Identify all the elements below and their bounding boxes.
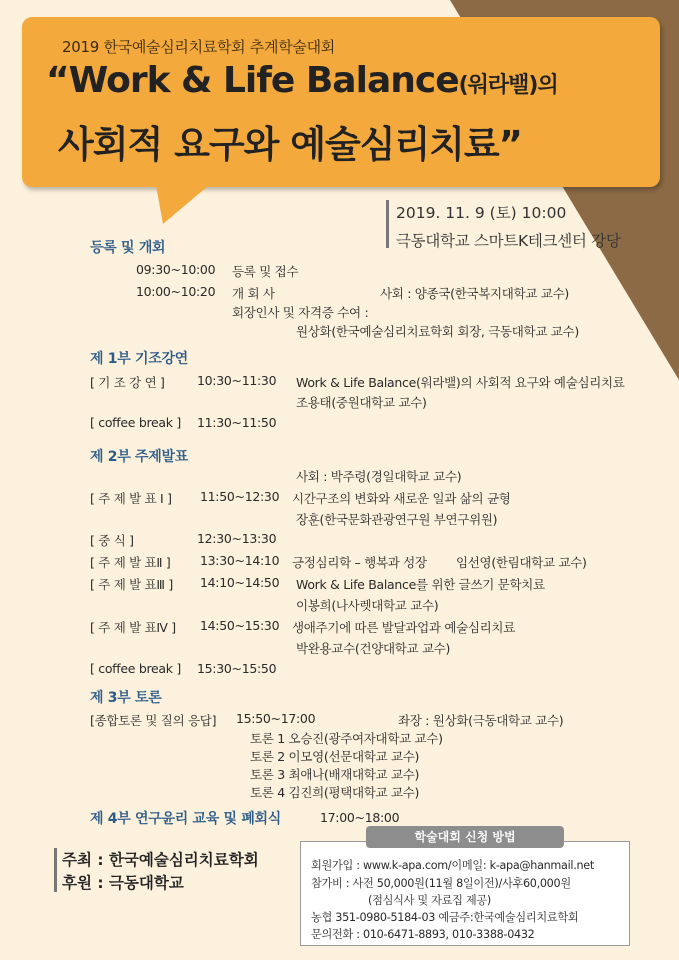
t2-label: [ 주 제 발 표Ⅱ ] [90,555,171,570]
discussion-chair: 좌장 : 원상화(극동대학교 교수) [398,713,564,728]
event-title-line1 [46,60,558,101]
t3-speaker: 이봉희(나사렛대학교 교수) [296,598,439,613]
reg-person-3: 원상화(한국예술심리치료학회 회장, 극동대학교 교수) [296,324,579,339]
discussant-4: 토론 4 김진희(평택대학교 교수) [250,785,420,800]
p1-time: 10:30~11:30 [197,373,277,388]
t1-title: 시간구조의 변화와 새로운 일과 삶의 균형 [292,491,511,506]
section-part4: 제 4부 연구윤리 교육 및 폐회식 [90,811,281,827]
discussant-3: 토론 3 최애나(배재대학교 교수) [250,767,420,782]
event-title-line2: 사회적 요구와 예술심리치료” [58,123,522,166]
reg-item-3: 회장인사 및 자격증 수여 : [232,305,369,320]
section-registration: 등록 및 개회 [90,240,166,256]
event-venue: 극동대학교 스마트K테크센터 강당 [396,232,621,250]
t1-label: [ 주 제 발 표 Ⅰ ] [90,491,172,506]
p1-speaker: 조용태(중원대학교 교수) [296,395,427,410]
t1-time: 11:50~12:30 [200,489,280,504]
title-end: 의 [537,73,558,98]
t3-title: Work & Life Balance를 위한 글쓰기 문학치료 [296,577,545,592]
registration-line-4: 농협 351-0980-5184-03 예금주:한국예술심리치료학회 [311,911,579,924]
reg-item-1: 등록 및 접수 [232,264,299,279]
t2-speaker: 임선영(한림대학교 교수) [456,555,587,570]
event-subtitle: 2019 한국예술심리치료학회 추계학술대회 [62,38,335,56]
t3-time: 14:10~14:50 [200,575,280,590]
t3-label: [ 주 제 발 표Ⅲ ] [90,577,173,592]
date-divider [386,200,389,248]
coffee-break-2-label: [ coffee break ] [90,661,181,676]
registration-line-1: 회원가입 : www.k-apa.com/이메일: k-apa@hanmail.net [311,859,594,872]
reg-item-2: 개 회 사 [232,286,275,301]
p1-label: [ 기 조 강 연 ] [90,375,165,390]
p2-host: 사회 : 박주령(경일대학교 교수) [296,469,462,484]
organizer-sponsor: 후원 : 극동대학교 [62,874,184,892]
section-part1: 제 1부 기조강연 [90,351,188,367]
discussant-2: 토론 2 이모영(선문대학교 교수) [250,749,420,764]
registration-line-3: (점심식사 및 자료집 제공) [368,894,491,907]
lunch-time: 12:30~13:30 [197,531,277,546]
reg-time-2: 10:00~10:20 [136,284,216,299]
t4-title: 생애주기에 따른 발달과업과 예술심리치료 [292,620,515,635]
banner-speech-tail [155,180,225,230]
t2-time: 13:30~14:10 [200,553,280,568]
coffee-break-1-label: [ coffee break ] [90,415,181,430]
registration-line-2: 참가비 : 사전 50,000원(11월 8일이전)/사후60,000원 [311,877,571,890]
section-part2: 제 2부 주제발표 [90,449,188,465]
discussion-label: [종합토론 및 질의 응답] [90,713,217,728]
lunch-label: [ 중 식 ] [90,533,134,548]
event-date: 2019. 11. 9 (토) 10:00 [396,204,567,222]
t4-speaker: 박완용교수(건양대학교 교수) [296,641,451,656]
reg-time-1: 09:30~10:00 [136,262,216,277]
organizer-host: 주최 : 한국예술심리치료학회 [62,851,259,869]
registration-line-5: 문의전화 : 010-6471-8893, 010-3388-0432 [311,928,535,941]
registration-heading: 학술대회 신청 방법 [366,826,564,848]
p1-title: Work & Life Balance(워라밸)의 사회적 요구와 예술심리치료 [296,375,625,390]
t2-title: 긍정심리학 – 행복과 성장 [292,555,427,570]
title-paren: (워라밸) [458,73,538,98]
organizer-divider [54,848,57,892]
part4-time: 17:00~18:00 [320,810,400,825]
discussant-1: 토론 1 오승진(광주여자대학교 교수) [250,731,443,746]
t4-label: [ 주 제 발 표Ⅳ ] [90,620,176,635]
coffee-break-2-time: 15:30~15:50 [197,661,277,676]
t1-speaker: 장훈(한국문화관광연구원 부연구위원) [296,512,498,527]
reg-host: 사회 : 양종국(한국복지대학교 교수) [380,286,569,301]
coffee-break-1-time: 11:30~11:50 [197,415,277,430]
section-part3: 제 3부 토론 [90,690,162,706]
t4-time: 14:50~15:30 [200,618,280,633]
title-main: “Work & Life Balance [46,60,459,101]
discussion-time: 15:50~17:00 [236,711,316,726]
